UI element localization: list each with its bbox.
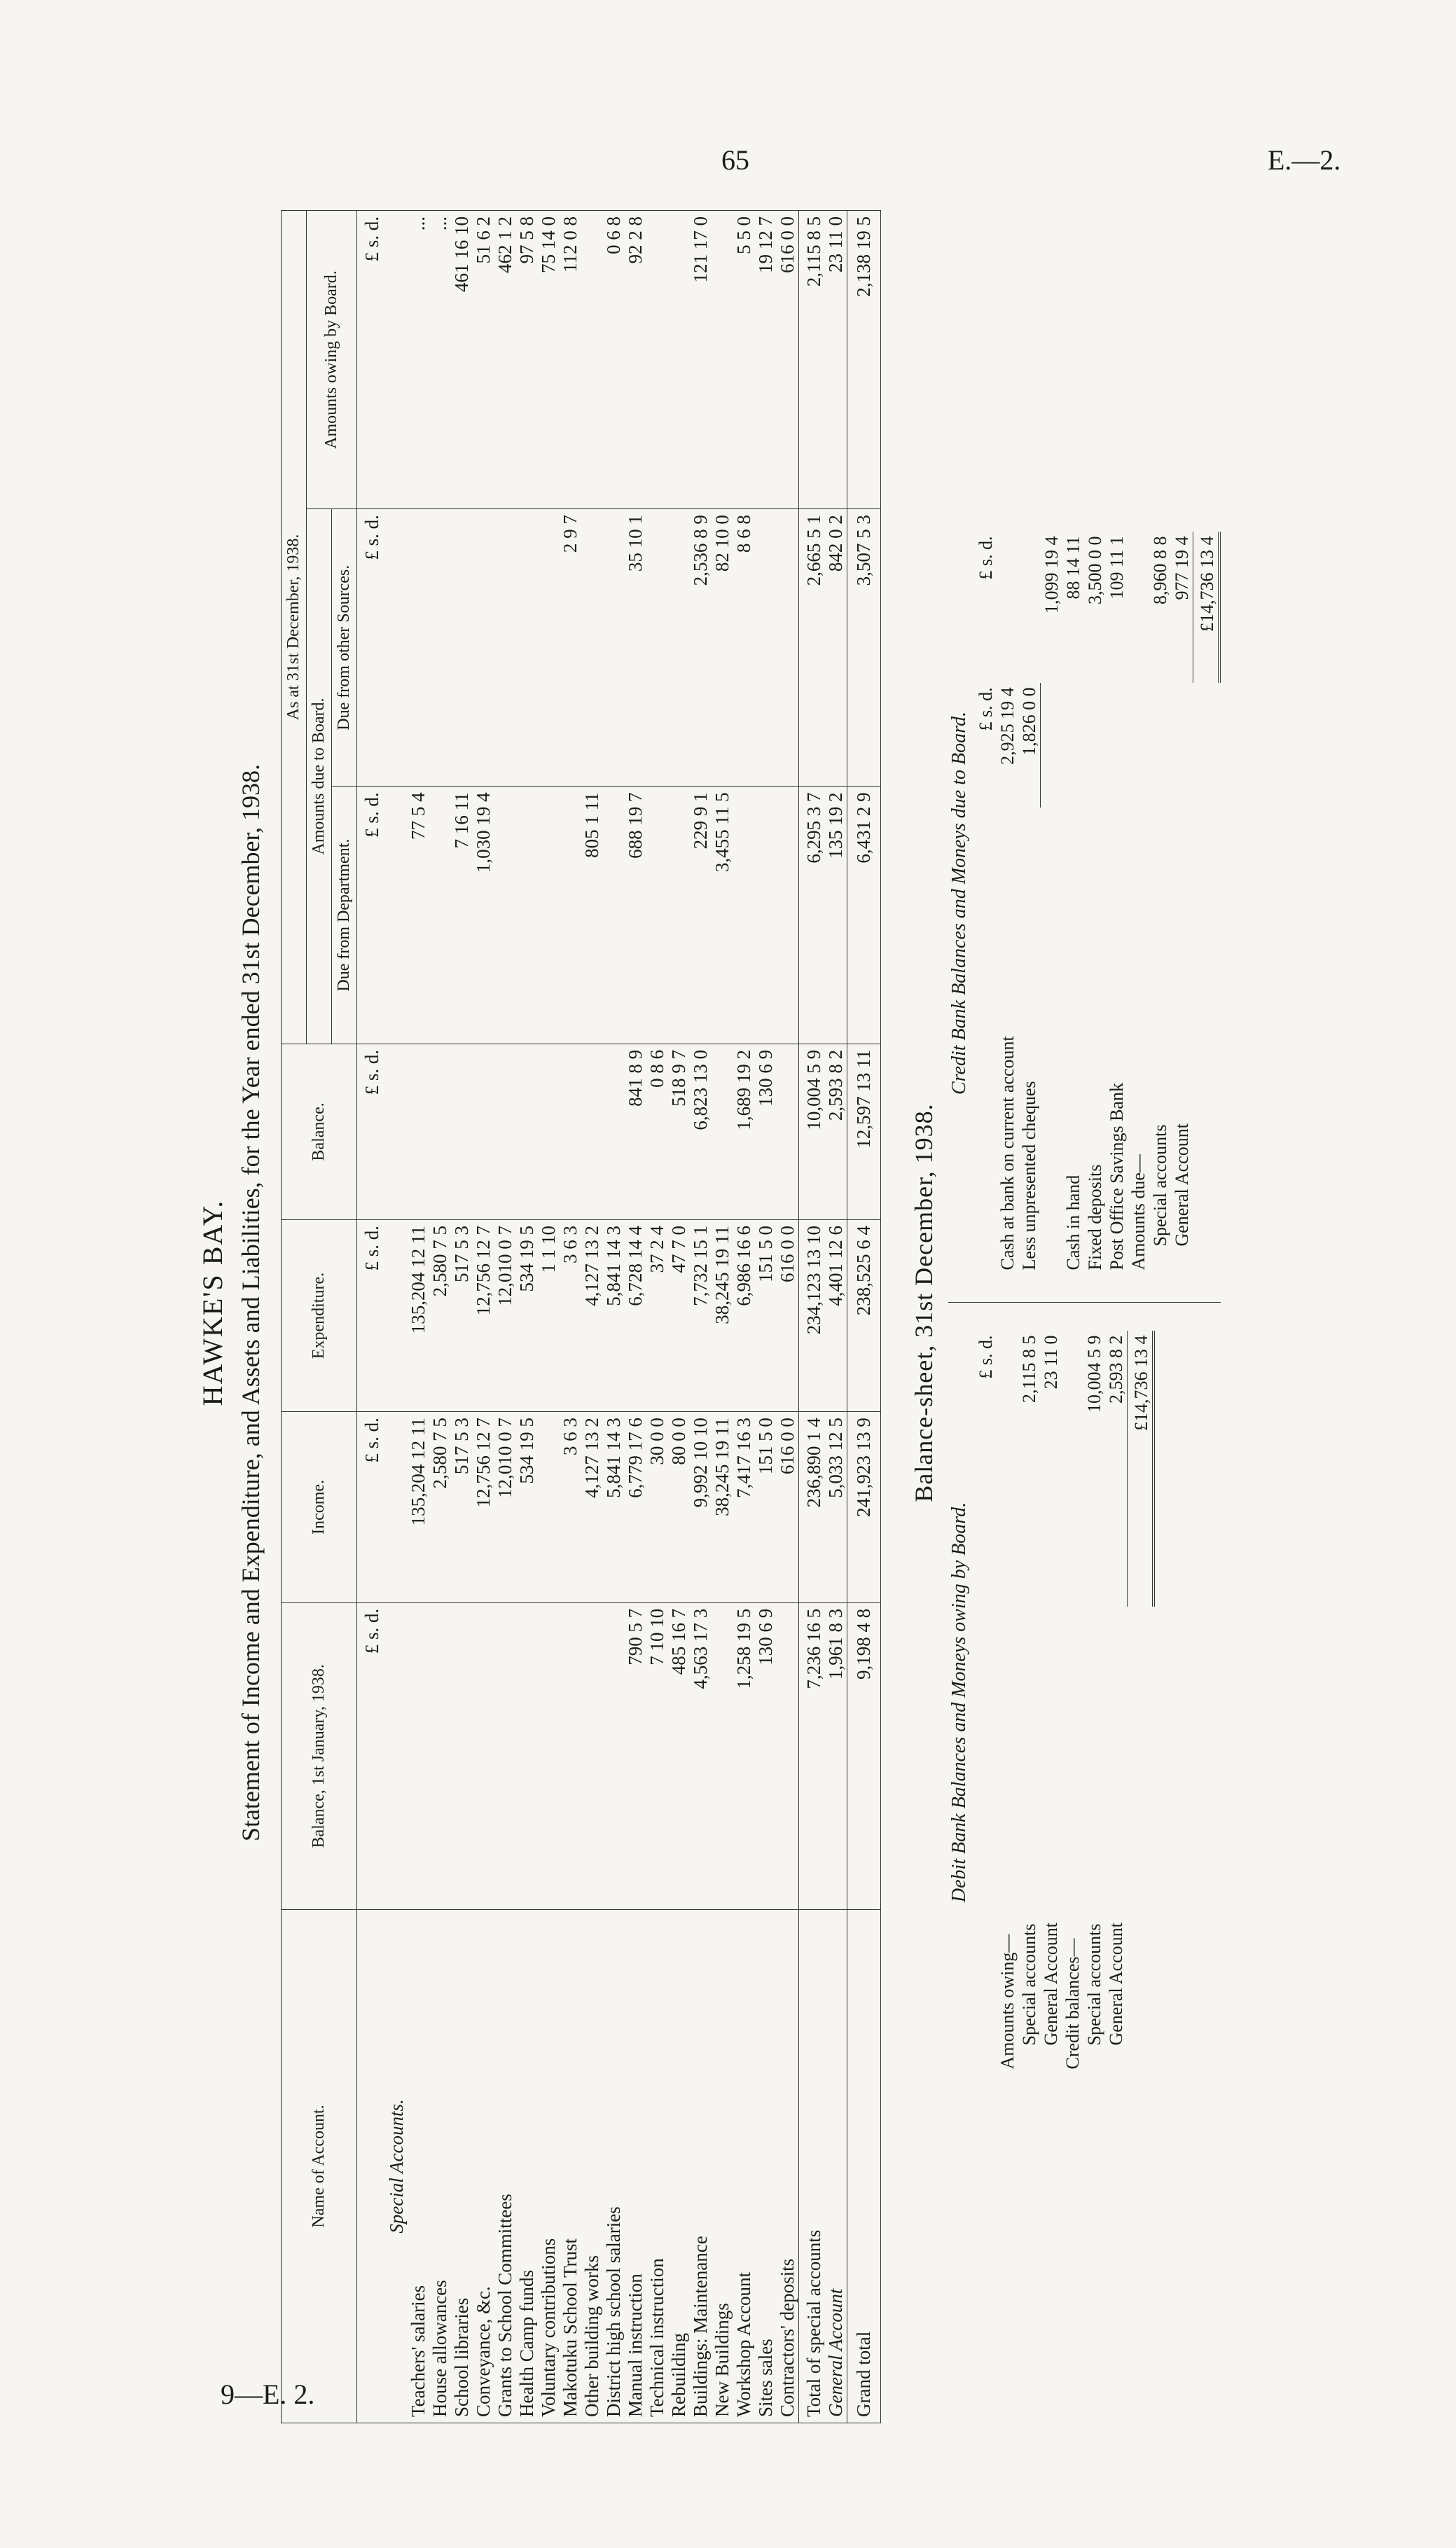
balance-sheet-title: Balance-sheet, 31st December, 1938. (910, 1103, 938, 1502)
amount-cell-bal (451, 1044, 473, 1219)
amount-cell-exp: 37 2 4 (646, 1219, 668, 1411)
account-name: Voluntary contributions (538, 1910, 560, 2423)
amount-cell-exp: 5,841 14 3 (603, 1219, 625, 1411)
amount-cell-exp: 47 7 0 (668, 1219, 690, 1411)
amount-cell-open (516, 1602, 538, 1909)
amount-cell-income: 534 19 5 (516, 1412, 538, 1603)
unit-label: £ s. d. (976, 687, 996, 731)
debit-label: Special accounts (1019, 1923, 1039, 2046)
table-row (451, 211, 473, 2423)
debit-label: Special accounts (1084, 1923, 1104, 2046)
amount-cell-bal (538, 1044, 560, 1219)
table-row (668, 211, 690, 2423)
credit-heading: Credit Bank Balances and Moneys due to Board. (948, 712, 970, 1095)
credit-amount-inner (1149, 683, 1171, 808)
amount-cell-owing: ... (429, 211, 451, 509)
amount-cell-open: 7,236 16 5 (799, 1602, 826, 1909)
amount-cell-income: 12,010 0 7 (494, 1412, 516, 1603)
amount-cell-open: 130 6 9 (755, 1602, 777, 1909)
amount-cell-bal: 2,593 8 2 (825, 1044, 847, 1219)
table-row (777, 211, 799, 2423)
amount-cell-bal (581, 1044, 603, 1219)
amount-cell-dept (603, 787, 625, 1044)
amount-cell-exp: 7,732 15 1 (690, 1219, 712, 1411)
credit-amount: 109 11 1 (1106, 536, 1127, 600)
amount-cell-income: 38,245 19 11 (712, 1412, 733, 1603)
amount-cell-owing: 121 17 0 (690, 211, 712, 509)
amount-cell-exp: 6,986 16 6 (733, 1219, 755, 1411)
credit-line (1106, 532, 1128, 1275)
amount-cell-dept: 688 19 7 (625, 787, 646, 1044)
amount-cell-other (408, 509, 429, 787)
table-row (603, 211, 625, 2423)
amount-cell-owing: 92 2 8 (625, 211, 646, 509)
amount-cell-owing: 19 12 7 (755, 211, 777, 509)
debit-amount: 2,593 8 2 (1106, 1335, 1126, 1404)
amount-cell-bal: 130 6 9 (755, 1044, 777, 1219)
debit-line (1083, 1331, 1105, 2074)
balance-sheet (948, 182, 1221, 2423)
amount-cell-dept: 805 1 11 (581, 787, 603, 1044)
amount-cell-exp: 4,127 13 2 (581, 1219, 603, 1411)
amount-cell-income: 30 0 0 (646, 1412, 668, 1603)
amount-cell-open (451, 1602, 473, 1909)
credit-amount: 1,099 19 4 (1041, 536, 1062, 614)
amount-cell-exp: 534 19 5 (516, 1219, 538, 1411)
amount-cell-open: 4,563 17 3 (690, 1602, 712, 1909)
amount-cell-bal: 6,823 13 0 (690, 1044, 712, 1219)
debit-label: General Account (1106, 1923, 1127, 2046)
table-row (408, 211, 429, 2423)
debit-label: Amounts owing— (997, 1934, 1018, 2070)
amount-cell-exp: 12,010 0 7 (494, 1219, 516, 1411)
table-row (712, 211, 733, 2423)
amount-cell-bal: 518 9 7 (668, 1044, 690, 1219)
amount-cell-other: 2,536 8 9 (690, 509, 712, 787)
credit-amount (1018, 532, 1041, 684)
col-expenditure: Expenditure. (282, 1219, 357, 1411)
amount-cell-dept: 6,431 2 9 (847, 787, 881, 1044)
amount-cell-exp: 517 5 3 (451, 1219, 473, 1411)
credit-line (1171, 532, 1193, 1275)
amount-cell-other (451, 509, 473, 787)
amount-cell-dept: 135 19 2 (825, 787, 847, 1044)
account-name: Contractors' deposits (777, 1910, 799, 2423)
col-due-other: Due from other Sources. (332, 509, 357, 787)
amount-cell-exp: 12,756 12 7 (473, 1219, 494, 1411)
amount-cell-income: 2,580 7 5 (429, 1412, 451, 1603)
amount-cell-open: 485 16 7 (668, 1602, 690, 1909)
amount-cell-owing: 462 1 2 (494, 211, 516, 509)
account-name: Technical instruction (646, 1910, 668, 2423)
debit-column (948, 1331, 1221, 2074)
amount-cell-open (603, 1602, 625, 1909)
table-row (560, 211, 581, 2423)
unit-label: £ s. d. (357, 211, 387, 509)
amount-cell-bal (516, 1044, 538, 1219)
amount-cell-other: 842 0 2 (825, 509, 847, 787)
account-name: Rebuilding (668, 1910, 690, 2423)
page-number: 65 (721, 144, 749, 176)
debit-total: £14,736 13 4 (1128, 1331, 1154, 1607)
credit-label: General Account (1171, 1123, 1192, 1247)
region-title: HAWKE'S BAY. (197, 1199, 228, 1406)
amount-cell-dept (646, 787, 668, 1044)
amount-cell-income: 236,890 1 4 (799, 1412, 826, 1603)
amount-cell-owing (646, 211, 668, 509)
amount-cell-income: 5,033 12 5 (825, 1412, 847, 1603)
debit-label: Credit balances— (1062, 1938, 1083, 2070)
amount-cell-income: 80 0 0 (668, 1412, 690, 1603)
amount-cell-income: 3 6 3 (560, 1412, 581, 1603)
credit-amount: 8,960 8 8 (1149, 536, 1170, 604)
amount-cell-dept: 3,455 11 5 (712, 787, 733, 1044)
amount-cell-exp: 234,123 13 10 (799, 1219, 826, 1411)
table-row (646, 211, 668, 2423)
credit-amount-inner (1062, 683, 1084, 808)
amount-cell-bal (429, 1044, 451, 1219)
col-income: Income. (282, 1412, 357, 1603)
credit-label: Amounts due— (1128, 1154, 1149, 1270)
amount-cell-owing: 51 6 2 (473, 211, 494, 509)
amount-cell-other (603, 509, 625, 787)
amount-cell-open (777, 1602, 799, 1909)
col-amounts-due: Amounts due to Board. (307, 509, 332, 1044)
table-row (847, 211, 881, 2423)
amount-cell-bal (603, 1044, 625, 1219)
amount-cell-open: 790 5 7 (625, 1602, 646, 1909)
amount-cell-exp: 135,204 12 11 (408, 1219, 429, 1411)
amount-cell-exp: 238,525 6 4 (847, 1219, 881, 1411)
amount-cell-owing: 461 16 10 (451, 211, 473, 509)
amount-cell-owing: 75 14 0 (538, 211, 560, 509)
table-row (429, 211, 451, 2423)
amount-cell-dept (733, 787, 755, 1044)
credit-line (1084, 532, 1106, 1275)
unit-label: £ s. d. (357, 509, 387, 787)
amount-cell-open (408, 1602, 429, 1909)
rotated-content (182, 182, 1338, 2423)
amount-cell-other (777, 509, 799, 787)
table-row (581, 211, 603, 2423)
amount-cell-owing: 5 5 0 (733, 211, 755, 509)
amount-cell-open: 1,258 19 5 (733, 1602, 755, 1909)
amount-cell-other: 2,665 5 1 (799, 509, 826, 787)
amount-cell-owing: ... (408, 211, 429, 509)
amount-cell-open: 9,198 4 8 (847, 1602, 881, 1909)
amount-cell-dept (538, 787, 560, 1044)
amount-cell-exp: 616 0 0 (777, 1219, 799, 1411)
credit-amount-inner (1084, 683, 1106, 808)
credit-label (1041, 808, 1062, 1275)
amount-cell-income: 9,992 10 10 (690, 1412, 712, 1603)
table-row (690, 211, 712, 2423)
credit-label: Less unpresented cheques (1019, 1081, 1040, 1270)
account-name: School libraries (451, 1910, 473, 2423)
col-owing: Amounts owing by Board. (307, 211, 357, 509)
table-row (799, 211, 826, 2423)
section-label: Special Accounts. (386, 1910, 408, 2423)
amount-cell-income: 517 5 3 (451, 1412, 473, 1603)
credit-amount-inner (1128, 683, 1149, 808)
account-name: Total of special accounts (799, 1910, 826, 2423)
amount-cell-bal: 10,004 5 9 (799, 1044, 826, 1219)
debit-amount (1062, 1331, 1083, 1607)
amount-cell-open (560, 1602, 581, 1909)
table-row (538, 211, 560, 2423)
debit-amount: 2,115 8 5 (1019, 1335, 1039, 1404)
table-row (473, 211, 494, 2423)
credit-amount (1128, 532, 1149, 684)
account-name: Buildings: Maintenance (690, 1910, 712, 2423)
table-row (494, 211, 516, 2423)
statement-title: Statement of Income and Expenditure, and Assets and Liabilities, for the Year ended 31st December, 1938. (237, 763, 265, 1842)
amount-cell-owing: 0 6 8 (603, 211, 625, 509)
amount-cell-open (712, 1602, 733, 1909)
amount-cell-open: 1,961 8 3 (825, 1602, 847, 1909)
amount-cell-open (473, 1602, 494, 1909)
page-reference: E.—2. (1268, 144, 1341, 176)
amount-cell-dept: 77 5 4 (408, 787, 429, 1044)
credit-line (997, 532, 1018, 1275)
credit-amount: 977 19 4 (1171, 536, 1192, 600)
account-name: Health Camp funds (516, 1910, 538, 2423)
account-name: House allowances (429, 1910, 451, 2423)
amount-cell-income: 4,127 13 2 (581, 1412, 603, 1603)
table-row (625, 211, 646, 2423)
amount-cell-open (429, 1602, 451, 1909)
col-balance-open: Balance, 1st January, 1938. (282, 1602, 357, 1909)
credit-line (1041, 532, 1062, 1275)
amount-cell-income (538, 1412, 560, 1603)
amount-cell-other: 3,507 5 3 (847, 509, 881, 787)
amount-cell-bal (408, 1044, 429, 1219)
amount-cell-other (429, 509, 451, 787)
amount-cell-exp: 3 6 3 (560, 1219, 581, 1411)
credit-total: £14,736 13 4 (1193, 532, 1219, 684)
amount-cell-other (668, 509, 690, 787)
amount-cell-bal: 841 8 9 (625, 1044, 646, 1219)
account-name: Grand total (847, 1910, 881, 2423)
table-row (733, 211, 755, 2423)
amount-cell-bal (473, 1044, 494, 1219)
amount-cell-exp: 2,580 7 5 (429, 1219, 451, 1411)
table-row (825, 211, 847, 2423)
amount-cell-owing: 23 11 0 (825, 211, 847, 509)
amount-cell-bal: 1,689 19 2 (733, 1044, 755, 1219)
amount-cell-bal: 12,597 13 11 (847, 1044, 881, 1219)
amount-cell-income: 241,923 13 9 (847, 1412, 881, 1603)
credit-amount-inner: 2,925 19 4 (997, 687, 1018, 765)
amount-cell-bal (560, 1044, 581, 1219)
amount-cell-bal (712, 1044, 733, 1219)
credit-label: Cash at bank on current account (997, 1036, 1018, 1270)
unit-label: £ s. d. (976, 536, 996, 580)
credit-line (1149, 532, 1171, 1275)
debit-amount: 23 11 0 (1041, 1335, 1061, 1390)
debit-line (1105, 1331, 1128, 2074)
amount-cell-dept: 6,295 3 7 (799, 787, 826, 1044)
credit-amount: 88 14 11 (1062, 536, 1083, 600)
amount-cell-income: 12,756 12 7 (473, 1412, 494, 1603)
account-name: Makotuku School Trust (560, 1910, 581, 2423)
account-name: Workshop Account (733, 1910, 755, 2423)
unit-label: £ s. d. (357, 1602, 387, 1909)
credit-amount-inner (1106, 683, 1128, 808)
amount-cell-exp: 38,245 19 11 (712, 1219, 733, 1411)
amount-cell-income: 7,417 16 3 (733, 1412, 755, 1603)
amount-cell-open (581, 1602, 603, 1909)
amount-cell-exp: 151 5 0 (755, 1219, 777, 1411)
unit-label: £ s. d. (357, 787, 387, 1044)
credit-amount (997, 532, 1018, 684)
debit-heading: Debit Bank Balances and Moneys owing by Board. (948, 1502, 970, 1903)
credit-column (948, 532, 1221, 1275)
amount-cell-dept (777, 787, 799, 1044)
amount-cell-exp: 1 1 10 (538, 1219, 560, 1411)
amount-cell-other (516, 509, 538, 787)
amount-cell-dept (755, 787, 777, 1044)
table-row (516, 211, 538, 2423)
account-name: Other building works (581, 1910, 603, 2423)
amount-cell-income: 135,204 12 11 (408, 1412, 429, 1603)
credit-label: Post Office Savings Bank (1106, 1083, 1127, 1270)
table-row (755, 211, 777, 2423)
amount-cell-open (538, 1602, 560, 1909)
amount-cell-dept (560, 787, 581, 1044)
amount-cell-owing: 2,138 19 5 (847, 211, 881, 509)
debit-line (997, 1331, 1018, 2074)
amount-cell-other (494, 509, 516, 787)
amount-cell-other: 35 10 1 (625, 509, 646, 787)
amount-cell-income: 616 0 0 (777, 1412, 799, 1603)
amount-cell-owing (581, 211, 603, 509)
amount-cell-dept (668, 787, 690, 1044)
debit-line (1062, 1331, 1083, 2074)
amount-cell-other (581, 509, 603, 787)
credit-line (1062, 532, 1084, 1275)
unit-label: £ s. d. (976, 1335, 996, 1379)
amount-cell-other: 8 6 8 (733, 509, 755, 787)
amount-cell-owing: 616 0 0 (777, 211, 799, 509)
amount-cell-owing: 97 5 8 (516, 211, 538, 509)
col-name: Name of Account. (282, 1910, 357, 2423)
col-as-at: As at 31st December, 1938. (282, 211, 307, 1044)
amount-cell-dept: 7 16 11 (451, 787, 473, 1044)
unit-label: £ s. d. (357, 1412, 387, 1603)
amount-cell-exp: 4,401 12 6 (825, 1219, 847, 1411)
account-name: New Buildings (712, 1910, 733, 2423)
account-name: District high school salaries (603, 1910, 625, 2423)
credit-label: Special accounts (1149, 1124, 1170, 1247)
credit-amount-inner (1171, 683, 1193, 808)
credit-amount: 3,500 0 0 (1084, 536, 1105, 604)
account-name: Manual instruction (625, 1910, 646, 2423)
amount-cell-dept (494, 787, 516, 1044)
unit-label: £ s. d. (357, 1044, 387, 1219)
amount-cell-income: 151 5 0 (755, 1412, 777, 1603)
amount-cell-other (538, 509, 560, 787)
amount-cell-owing: 112 0 8 (560, 211, 581, 509)
credit-amount-inner: 1,826 0 0 (1018, 683, 1041, 808)
amount-cell-owing (668, 211, 690, 509)
account-name: Sites sales (755, 1910, 777, 2423)
credit-label: Cash in hand (1062, 1175, 1083, 1270)
amount-cell-owing: 2,115 8 5 (799, 211, 826, 509)
amount-cell-income: 5,841 14 3 (603, 1412, 625, 1603)
account-name: Conveyance, &c. (473, 1910, 494, 2423)
credit-line (1128, 532, 1149, 1275)
debit-amount (997, 1331, 1018, 1607)
amount-cell-other: 82 10 0 (712, 509, 733, 787)
account-name: Grants to School Committees (494, 1910, 516, 2423)
amount-cell-income: 6,779 17 6 (625, 1412, 646, 1603)
amount-cell-dept: 1,030 19 4 (473, 787, 494, 1044)
amount-cell-exp: 6,728 14 4 (625, 1219, 646, 1411)
amount-cell-dept (516, 787, 538, 1044)
amount-cell-dept (429, 787, 451, 1044)
amount-cell-bal (777, 1044, 799, 1219)
amount-cell-dept: 229 9 1 (690, 787, 712, 1044)
debit-line (1040, 1331, 1062, 2074)
credit-label: Fixed deposits (1084, 1164, 1105, 1270)
col-due-dept: Due from Department. (332, 787, 357, 1044)
debit-label: General Account (1041, 1923, 1061, 2046)
amount-cell-other: 2 9 7 (560, 509, 581, 787)
debit-amount: 10,004 5 9 (1084, 1335, 1104, 1413)
amount-cell-other (473, 509, 494, 787)
credit-line (1018, 532, 1041, 1275)
amount-cell-owing (712, 211, 733, 509)
signature-mark: 9—E. 2. (221, 2379, 315, 2410)
debit-line (1018, 1331, 1040, 2074)
amount-cell-other (755, 509, 777, 787)
account-name: Teachers' salaries (408, 1910, 429, 2423)
amount-cell-other (646, 509, 668, 787)
unit-label: £ s. d. (357, 1219, 387, 1411)
statement-table (281, 210, 881, 2423)
amount-cell-open (494, 1602, 516, 1909)
credit-amount-inner (1041, 683, 1062, 808)
amount-cell-bal (494, 1044, 516, 1219)
amount-cell-open: 7 10 10 (646, 1602, 668, 1909)
col-balance: Balance. (282, 1044, 357, 1219)
account-name: General Account (825, 1910, 847, 2423)
amount-cell-bal: 0 8 6 (646, 1044, 668, 1219)
